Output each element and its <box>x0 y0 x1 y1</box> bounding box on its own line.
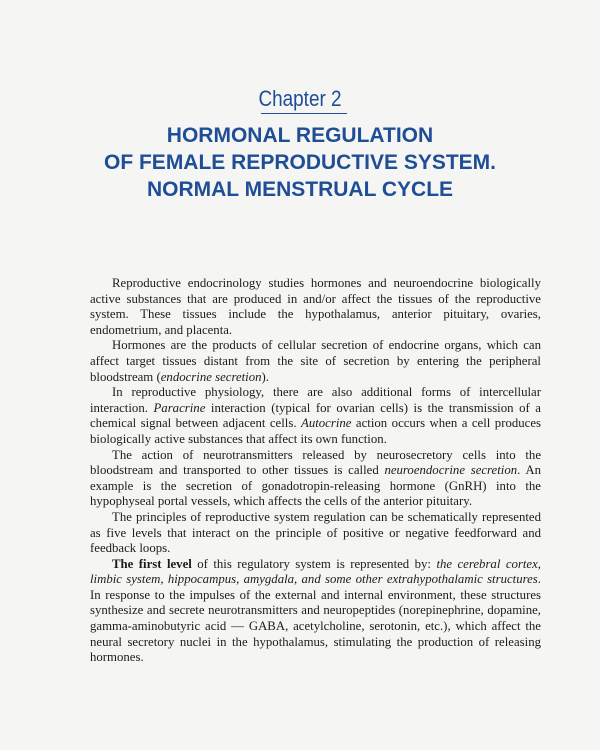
text-run: Reproductive endocrinology studies hormones and neuroendocrine biologically active substances that are produced in and/or affect the tissues of the reproductive system. These tissues include the hypothalamus, anterior pituitary, ovaries, endometrium, and placenta. <box>90 276 541 337</box>
paragraph <box>90 338 541 385</box>
text-run: ). <box>261 369 270 384</box>
text-run: . In response to the impulses of the external and internal environment, these structures synthesize and secrete neurotransmitters and neuropeptides (norepinephrine, dopamine, gamma-aminobutyric acid — GABA, acetylcholine, serotonin, etc.), which affect the neural secretory nuclei in the hypothalamus, stimulating the production of releasing hormones. <box>90 572 541 665</box>
chapter-title-line: HORMONAL REGULATION <box>166 124 434 147</box>
paragraph <box>90 510 541 557</box>
chapter-title <box>0 122 600 203</box>
italic-run: endocrine secretion <box>160 369 262 384</box>
text-run: . An example is the secretion of gonadotropin-releasing hormone (GnRH) into the hypophyseal portal vessels, which affects the cells of the anterior pituitary. <box>90 463 541 509</box>
italic-run: Autocrine <box>301 416 352 431</box>
paragraph <box>90 557 541 666</box>
chapter-title-line: OF FEMALE REPRODUCTIVE SYSTEM. <box>103 151 497 174</box>
text-run: The action of neurotransmitters released by neurosecretory cells into the bloodstream and transported to other tissues is called <box>90 447 541 478</box>
bold-run: The first level <box>112 556 192 571</box>
text-run: In reproductive physiology, there are also additional forms of intercellular interaction. <box>90 385 541 415</box>
text-run: The principles of reproductive system regulation can be schematically represented as five levels that interact on the principle of positive or negative feedforward and feedback loops. <box>90 509 541 556</box>
paragraph <box>90 385 541 447</box>
chapter-title-line: NORMAL MENSTRUAL CYCLE <box>146 178 454 201</box>
italic-run: the cerebral cortex, limbic system, hippocampus, amygdala, and some other extrahypothalamic structures <box>90 556 541 587</box>
chapter-label-underline <box>261 113 347 114</box>
paragraph <box>90 448 541 510</box>
paragraph <box>90 276 541 338</box>
body-text <box>90 276 541 666</box>
text-run: Hormones are the products of cellular secretion of endocrine organs, which can affect target tissues distant from the site of secretion by entering the peripheral bloodstream ( <box>90 338 541 384</box>
text-run: interaction (typical for ovarian cells) is the transmission of a chemical signal between adjacent cells. <box>90 400 541 431</box>
text-run: action occurs when a cell produces biologically active substances that affect its own function. <box>90 416 541 446</box>
chapter-label: Chapter 2 <box>258 86 342 111</box>
italic-run: neuroendocrine secretion <box>384 463 518 478</box>
italic-run: Paracrine <box>153 400 206 415</box>
text-run: of this regulatory system is represented by: <box>191 556 437 571</box>
